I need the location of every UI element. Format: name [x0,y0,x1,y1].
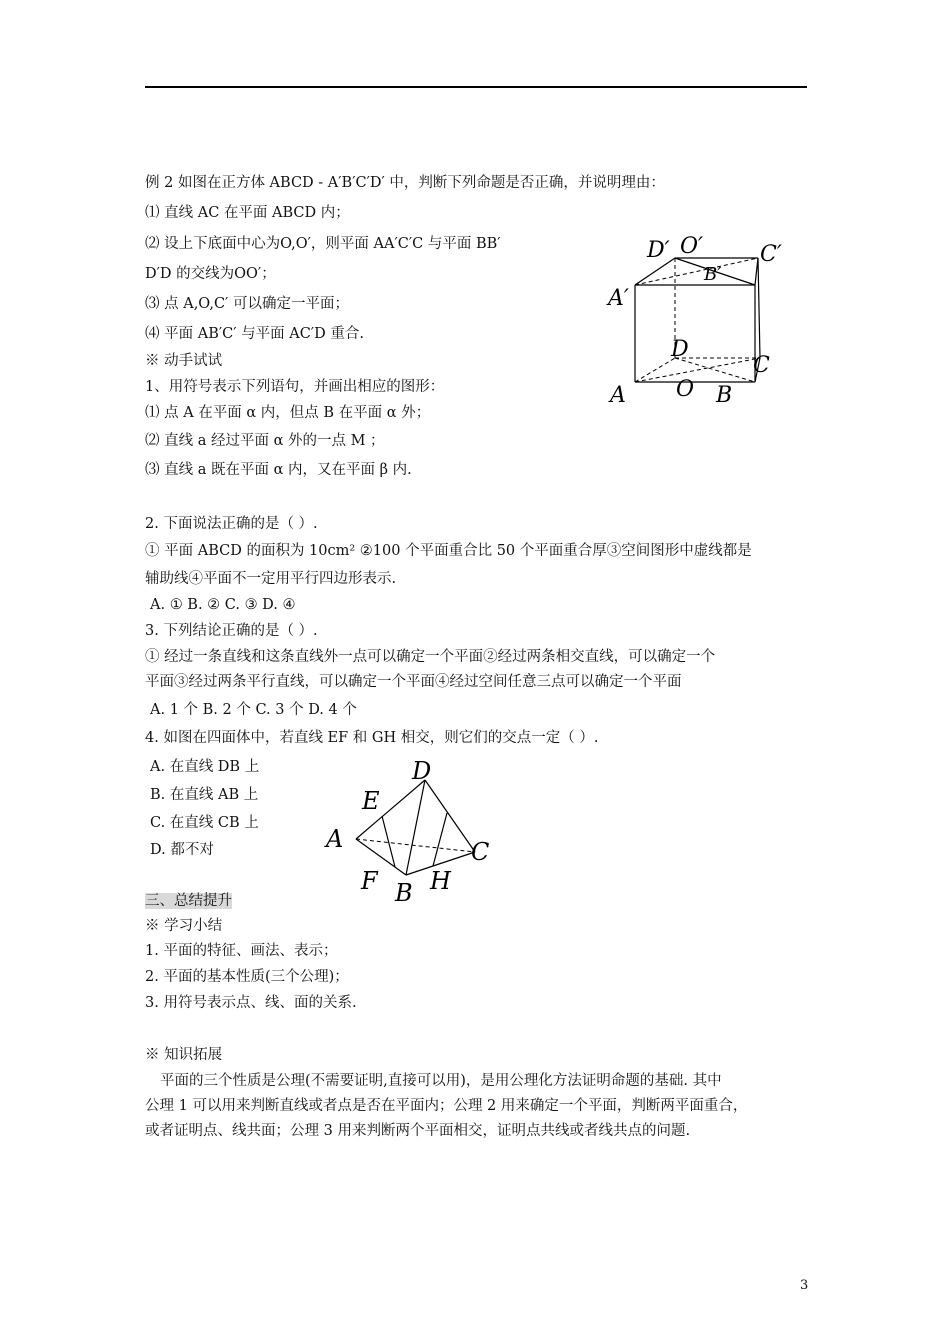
q2-stem: 2. 下面说法正确的是（ ）. [145,516,318,532]
example2-item: ⑴ 直线 AC 在平面 ABCD 内； [145,205,350,221]
example2-item: ⑷ 平面 AB′C′ 与平面 AC′D 重合. [145,326,364,342]
tetra-label: E [362,787,380,815]
q1-item: ⑴ 点 A 在平面 α 内，但点 B 在平面 α 外； [145,405,431,421]
extension-line: 公理 1 可以用来判断直线或者点是否在平面内；公理 2 用来确定一个平面，判断两平面重合， [145,1098,748,1114]
q4-option: B. 在直线 AB 上 [150,787,259,803]
q4-option: A. 在直线 DB 上 [150,759,260,775]
summary-item: 2. 平面的基本性质(三个公理)； [145,969,349,985]
summary-item: 1. 平面的特征、画法、表示； [145,943,338,959]
page-number: 3 [800,1278,809,1293]
q1-stem: 1、用符号表示下列语句，并画出相应的图形： [145,379,445,395]
cube-figure [600,230,800,410]
cube-label: A′ [608,286,629,311]
cube-label: O′ [680,234,704,259]
cube-label: B [716,383,733,408]
q2-options: A. ① B. ② C. ③ D. ④ [150,597,296,613]
summary-item: 3. 用符号表示点、线、面的关系. [145,995,357,1011]
try-heading: ※ 动手试试 [145,353,223,369]
extension-line: 或者证明点、线共面；公理 3 用来判断两个平面相交，证明点共线或者线共点的问题. [145,1123,691,1139]
tetra-hidden-edge [356,839,475,852]
cube-label: D′ [647,238,670,263]
tetra-edge [433,813,447,866]
q1-item: ⑶ 直线 a 既在平面 α 内，又在平面 β 内. [145,462,412,478]
tetra-label: H [430,867,451,895]
q2-body: 辅助线④平面不一定用平行四边形表示. [145,571,397,587]
tetra-label: F [361,867,378,895]
cube-label: D [671,337,689,362]
tetra-label: B [395,879,413,907]
cube-hidden-edge [635,358,760,382]
q3-body: ① 经过一条直线和这条直线外一点可以确定一个平面②经过两条相交直线，可以确定一个 [145,649,716,665]
extension-line: 平面的三个性质是公理(不需要证明,直接可以用)，是用公理化方法证明命题的基础. 其中 [160,1073,722,1089]
example2-heading: 例 2 如图在正方体 ABCD - A′B′C′D′ 中，判断下列命题是否正确，并说明理由： [145,175,665,191]
q2-body: ① 平面 ABCD 的面积为 10cm² ②100 个平面重合比 50 个平面重合厚③空间图形中虚线都是 [145,543,752,559]
example2-item: ⑶ 点 A,O,C′ 可以确定一平面； [145,296,349,312]
q4-stem: 4. 如图在四面体中，若直线 EF 和 GH 相交，则它们的交点一定（ ）. [145,730,599,746]
tetra-label: A [326,825,344,853]
tetrahedron-figure [320,755,500,910]
q3-stem: 3. 下列结论正确的是（ ）. [145,623,318,639]
cube-label: C′ [760,242,782,267]
cube-edge [758,258,760,358]
example2-item: ⑵ 设上下底面中心为O,O′，则平面 AA′C′C 与平面 BB′ [145,236,501,252]
cube-hidden-edge [635,358,675,382]
summary-heading: ※ 学习小结 [145,918,223,934]
section-heading-text: 三、总结提升 [145,893,232,909]
q3-options: A. 1 个 B. 2 个 C. 3 个 D. 4 个 [150,702,357,718]
cube-label: A [610,383,626,408]
q3-body: 平面③经过两条平行直线，可以确定一个平面④经过空间任意三点可以确定一个平面 [145,674,682,690]
tetra-label: C [471,838,490,866]
cube-label: B′ [704,264,722,285]
tetra-edge [425,780,475,852]
extension-heading: ※ 知识拓展 [145,1047,223,1063]
cube-label: O [676,377,695,402]
q1-item: ⑵ 直线 a 经过平面 α 外的一点 M ； [145,433,385,449]
q4-option: C. 在直线 CB 上 [150,815,259,831]
q4-option: D. 都不对 [150,842,214,858]
example2-item: D′D 的交线为OO′； [145,266,276,282]
cube-label: C [753,353,770,378]
header-rule [145,86,807,88]
tetra-label: D [412,757,432,785]
section-heading [145,892,232,910]
